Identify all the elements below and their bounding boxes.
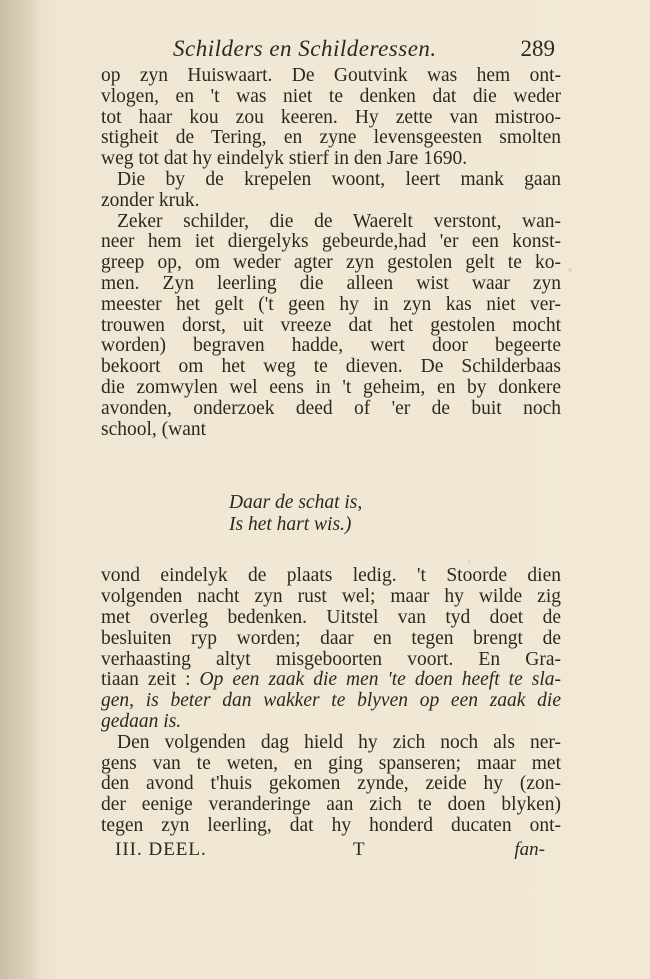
quote-lead: tiaan zeit : xyxy=(101,669,200,691)
catchword: fan- xyxy=(514,838,545,860)
text-line: worden) begraven hadde, wert door begeerte xyxy=(101,335,561,357)
text-line: tot haar kou zou keeren. Hy zette van mistroo- xyxy=(101,106,561,128)
quote-line: gedaan is. xyxy=(101,710,182,732)
text-line: zonder kruk. xyxy=(101,189,200,211)
paper-spot xyxy=(568,268,572,272)
text-line: die zomwylen wel eens in 't geheim, en by donkere xyxy=(101,376,561,398)
text-line: den avond t'huis gekomen zynde, zeide hy (zon- xyxy=(101,773,561,795)
text-line: vlogen, en 't was niet te denken dat die weder xyxy=(101,85,561,107)
verse-line: Daar de schat is, xyxy=(229,492,363,514)
text-line-mixed xyxy=(101,670,561,691)
text-line: meester het gelt ('t geen hy in zyn kas niet ver- xyxy=(101,293,561,315)
text-line: Die by de krepelen woont, leert mank gaan xyxy=(117,168,561,190)
page-number: 289 xyxy=(520,36,555,61)
running-title: Schilders en Schilderessen. xyxy=(173,36,437,61)
paragraph-2 xyxy=(101,170,561,212)
text-line: gens van te weten, en ging spanseren; maar met xyxy=(101,752,561,774)
running-head xyxy=(101,30,561,66)
paragraph-5 xyxy=(101,733,561,837)
text-line: op zyn Huiswaart. De Goutvink was hem ont- xyxy=(101,65,561,86)
quote-text: Op een zaak die men 'te doen heeft te sla- xyxy=(199,669,561,691)
paragraph-3 xyxy=(101,212,561,441)
text-line: volgenden nacht zyn rust wel; maar hy wilde zig xyxy=(101,586,561,608)
paragraph-4 xyxy=(101,566,561,732)
signature-letter: T xyxy=(353,838,365,860)
text-line: vond eindelyk de plaats ledig. 't Stoorde dien xyxy=(101,565,561,587)
signature-mark: III. DEEL. xyxy=(115,838,207,860)
verse-line: Is het hart wis.) xyxy=(229,514,352,536)
text-line: men. Zyn leerling die alleen wist waar zyn xyxy=(101,272,561,294)
text-line: besluiten ryp worden; daar en tegen brengt de xyxy=(101,627,561,649)
text-block xyxy=(101,30,561,863)
text-line: trouwen dorst, uit vreeze dat het gestolen mocht xyxy=(101,314,561,336)
verse-quote xyxy=(101,440,561,566)
text-line: weg tot dat hy eindelyk stierf in den Jare 1690. xyxy=(101,148,468,170)
text-line: tegen zyn leerling, dat hy honderd ducaten ont- xyxy=(101,814,561,836)
paragraph-1 xyxy=(101,66,561,170)
text-line: avonden, onderzoek deed of 'er de buit noch xyxy=(101,397,561,419)
text-line: stigheit de Tering, en zyne levensgeesten smolten xyxy=(101,127,561,149)
text-line: met overleg bedenken. Uitstel van tyd doet de xyxy=(101,606,561,628)
quote-line: gen, is beter dan wakker te blyven op een zaak die xyxy=(101,690,561,712)
text-line: bekoort om het weg te dieven. De Schilderbaas xyxy=(101,356,561,378)
book-gutter xyxy=(0,0,40,979)
text-line: verhaasting altyt misgeboorten voort. En Gra- xyxy=(101,648,561,670)
text-line: Zeker schilder, die de Waerelt verstont, wan- xyxy=(117,210,561,232)
text-line: der eenige veranderinge aan zich te doen blyken) xyxy=(101,794,561,816)
text-line: neer hem iet diergelyks gebeurde,had 'er een konst- xyxy=(101,231,561,253)
page-footer xyxy=(101,839,561,863)
text-line: Den volgenden dag hield hy zich noch als ner- xyxy=(117,731,561,753)
text-line: school, (want xyxy=(101,418,207,440)
text-line: greep op, om weder agter zyn gestolen gelt te ko- xyxy=(101,252,561,274)
